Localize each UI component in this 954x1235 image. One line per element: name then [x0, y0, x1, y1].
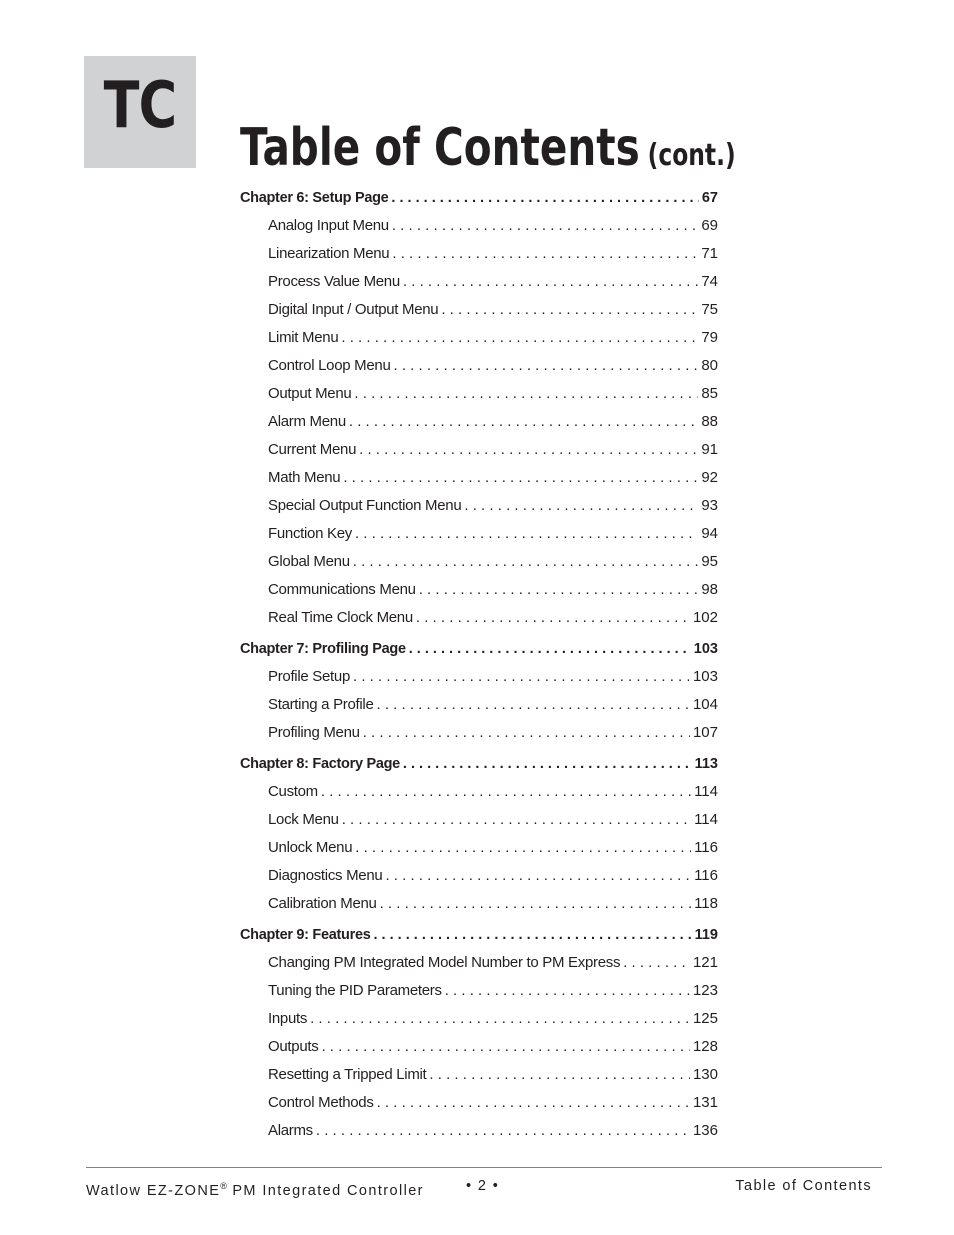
- toc-entry-label: Real Time Clock Menu: [268, 609, 413, 626]
- toc-entry-page: 80: [701, 357, 718, 374]
- footer-product: [86, 1176, 424, 1201]
- toc-entry-page: 114: [694, 783, 718, 800]
- toc-dot-leader: [441, 296, 698, 324]
- toc-entry-page: 136: [692, 1122, 718, 1139]
- toc-dot-leader: [623, 949, 690, 977]
- toc-dot-leader: [429, 1061, 690, 1089]
- toc-dot-leader: [343, 464, 698, 492]
- toc-entry-page: 71: [701, 245, 718, 262]
- toc-dot-leader: [403, 268, 698, 296]
- toc-section-entry[interactable]: [240, 663, 718, 691]
- toc-entry-page: 67: [701, 190, 718, 206]
- toc-entry-page: 113: [694, 756, 718, 772]
- toc-section-entry[interactable]: [240, 977, 718, 1005]
- toc-dot-leader: [419, 576, 699, 604]
- section-badge-label: TC: [103, 69, 177, 143]
- toc-entry-label: Chapter 8: Factory Page: [240, 756, 400, 772]
- toc-section-entry[interactable]: [240, 352, 718, 380]
- toc-entry-page: 116: [694, 839, 718, 856]
- toc-dot-leader: [409, 635, 691, 663]
- toc-entry-page: 94: [701, 525, 718, 542]
- toc-entry-page: 74: [701, 273, 718, 290]
- toc-entry-label: Math Menu: [268, 469, 341, 486]
- footer-product-name: Watlow EZ-ZONE: [86, 1182, 221, 1199]
- toc-entry-label: Outputs: [268, 1038, 319, 1055]
- toc-section-entry[interactable]: [240, 268, 718, 296]
- toc-section-entry[interactable]: [240, 1033, 718, 1061]
- toc-dot-leader: [464, 492, 698, 520]
- toc-entry-label: Chapter 7: Profiling Page: [240, 641, 406, 657]
- toc-dot-leader: [416, 604, 690, 632]
- toc-chapter-entry[interactable]: [240, 921, 718, 949]
- toc-entry-label: Chapter 9: Features: [240, 927, 371, 943]
- toc-section-entry[interactable]: [240, 492, 718, 520]
- toc-section-entry[interactable]: [240, 576, 718, 604]
- toc-dot-leader: [385, 862, 691, 890]
- toc-entry-label: Process Value Menu: [268, 273, 400, 290]
- toc-section-entry[interactable]: [240, 691, 718, 719]
- toc-section-entry[interactable]: [240, 324, 718, 352]
- toc-dot-leader: [363, 719, 690, 747]
- toc-dot-leader: [355, 520, 698, 548]
- page-title: [240, 118, 736, 190]
- toc-entry-label: Current Menu: [268, 441, 357, 458]
- toc-section-entry[interactable]: [240, 604, 718, 632]
- toc-section-entry[interactable]: [240, 806, 718, 834]
- toc-section-entry[interactable]: [240, 1089, 718, 1117]
- toc-dot-leader: [355, 834, 691, 862]
- toc-entry-label: Analog Input Menu: [268, 217, 389, 234]
- toc-section-entry[interactable]: [240, 296, 718, 324]
- toc-entry-page: 88: [701, 413, 718, 430]
- toc-entry-page: 79: [701, 329, 718, 346]
- toc-entry-label: Limit Menu: [268, 329, 339, 346]
- toc-entry-label: Diagnostics Menu: [268, 867, 383, 884]
- toc-section-entry[interactable]: [240, 890, 718, 918]
- toc-entry-label: Control Methods: [268, 1094, 374, 1111]
- footer-product-suffix: PM Integrated Controller: [226, 1182, 424, 1199]
- toc-entry-page: 103: [692, 668, 718, 685]
- toc-entry-page: 107: [692, 724, 718, 741]
- toc-dot-leader: [392, 240, 698, 268]
- toc-section-entry[interactable]: [240, 212, 718, 240]
- toc-entry-page: 95: [701, 553, 718, 570]
- toc-section-entry[interactable]: [240, 778, 718, 806]
- toc-section-entry[interactable]: [240, 1061, 718, 1089]
- toc-dot-leader: [321, 778, 691, 806]
- toc-entry-page: 98: [701, 581, 718, 598]
- toc-dot-leader: [377, 691, 690, 719]
- toc-section-entry[interactable]: [240, 464, 718, 492]
- toc-entry-label: Function Key: [268, 525, 352, 542]
- toc-chapter-entry[interactable]: [240, 184, 718, 212]
- toc-entry-page: 103: [693, 641, 718, 657]
- toc-dot-leader: [349, 408, 698, 436]
- toc-dot-leader: [321, 1033, 690, 1061]
- toc-section-entry[interactable]: [240, 408, 718, 436]
- toc-section-entry[interactable]: [240, 949, 718, 977]
- toc-dot-leader: [391, 184, 698, 212]
- toc-entry-label: Alarms: [268, 1122, 313, 1139]
- toc-entry-page: 75: [701, 301, 718, 318]
- toc-dot-leader: [316, 1117, 690, 1145]
- toc-dot-leader: [354, 380, 698, 408]
- toc-section-entry[interactable]: [240, 436, 718, 464]
- toc-entry-label: Starting a Profile: [268, 696, 374, 713]
- toc-entry-page: 130: [692, 1066, 718, 1083]
- toc-entry-page: 116: [694, 867, 718, 884]
- toc-entry-page: 121: [692, 954, 718, 971]
- registered-mark: ®: [220, 1181, 227, 1191]
- toc-entry-label: Chapter 6: Setup Page: [240, 190, 389, 206]
- toc-entry-page: 102: [692, 609, 718, 626]
- footer-page-number: • 2 •: [466, 1178, 500, 1194]
- toc-entry-label: Alarm Menu: [268, 413, 346, 430]
- toc-section-entry[interactable]: [240, 1117, 718, 1145]
- toc-dot-leader: [377, 1089, 690, 1117]
- toc-entry-label: Special Output Function Menu: [268, 497, 462, 514]
- toc-chapter-entry[interactable]: [240, 750, 718, 778]
- toc-entry-label: Linearization Menu: [268, 245, 390, 262]
- toc-entry-page: 114: [694, 811, 718, 828]
- toc-section-entry[interactable]: [240, 380, 718, 408]
- toc-entry-label: Output Menu: [268, 385, 352, 402]
- toc-dot-leader: [341, 324, 698, 352]
- table-of-contents: [240, 184, 718, 1145]
- toc-entry-label: Tuning the PID Parameters: [268, 982, 442, 999]
- toc-dot-leader: [380, 890, 691, 918]
- toc-dot-leader: [353, 548, 699, 576]
- toc-entry-page: 118: [694, 895, 718, 912]
- toc-dot-leader: [359, 436, 698, 464]
- toc-entry-label: Changing PM Integrated Model Number to PM Express: [268, 954, 621, 971]
- toc-entry-page: 92: [701, 469, 718, 486]
- page-title-main: Table of Contents: [240, 118, 640, 178]
- toc-entry-page: 93: [701, 497, 718, 514]
- toc-section-entry[interactable]: [240, 240, 718, 268]
- footer-section: Table of Contents: [735, 1178, 872, 1194]
- toc-entry-label: Unlock Menu: [268, 839, 353, 856]
- toc-dot-leader: [310, 1005, 690, 1033]
- toc-entry-label: Profile Setup: [268, 668, 350, 685]
- toc-dot-leader: [342, 806, 691, 834]
- toc-entry-page: 69: [701, 217, 718, 234]
- toc-entry-page: 125: [692, 1010, 718, 1027]
- toc-entry-page: 123: [692, 982, 718, 999]
- toc-entry-page: 128: [692, 1038, 718, 1055]
- toc-section-entry[interactable]: [240, 1005, 718, 1033]
- toc-dot-leader: [403, 750, 692, 778]
- toc-entry-label: Profiling Menu: [268, 724, 360, 741]
- toc-dot-leader: [445, 977, 690, 1005]
- toc-entry-page: 104: [692, 696, 718, 713]
- toc-entry-page: 91: [701, 441, 718, 458]
- toc-entry-label: Calibration Menu: [268, 895, 377, 912]
- section-badge: [84, 56, 196, 168]
- toc-entry-label: Resetting a Tripped Limit: [268, 1066, 427, 1083]
- toc-dot-leader: [393, 352, 698, 380]
- toc-entry-label: Inputs: [268, 1010, 308, 1027]
- page-title-suffix: (cont.): [647, 138, 736, 173]
- toc-entry-label: Communications Menu: [268, 581, 416, 598]
- footer-divider: [86, 1167, 882, 1168]
- toc-entry-label: Custom: [268, 783, 318, 800]
- toc-entry-label: Digital Input / Output Menu: [268, 301, 439, 318]
- toc-entry-label: Lock Menu: [268, 811, 339, 828]
- toc-section-entry[interactable]: [240, 862, 718, 890]
- toc-dot-leader: [353, 663, 690, 691]
- toc-section-entry[interactable]: [240, 834, 718, 862]
- toc-entry-page: 119: [694, 927, 718, 943]
- toc-section-entry[interactable]: [240, 520, 718, 548]
- toc-section-entry[interactable]: [240, 719, 718, 747]
- toc-entry-label: Global Menu: [268, 553, 350, 570]
- toc-entry-label: Control Loop Menu: [268, 357, 391, 374]
- toc-entry-page: 85: [701, 385, 718, 402]
- toc-dot-leader: [373, 921, 691, 949]
- toc-entry-page: 131: [692, 1094, 718, 1111]
- toc-dot-leader: [392, 212, 698, 240]
- toc-chapter-entry[interactable]: [240, 635, 718, 663]
- toc-section-entry[interactable]: [240, 548, 718, 576]
